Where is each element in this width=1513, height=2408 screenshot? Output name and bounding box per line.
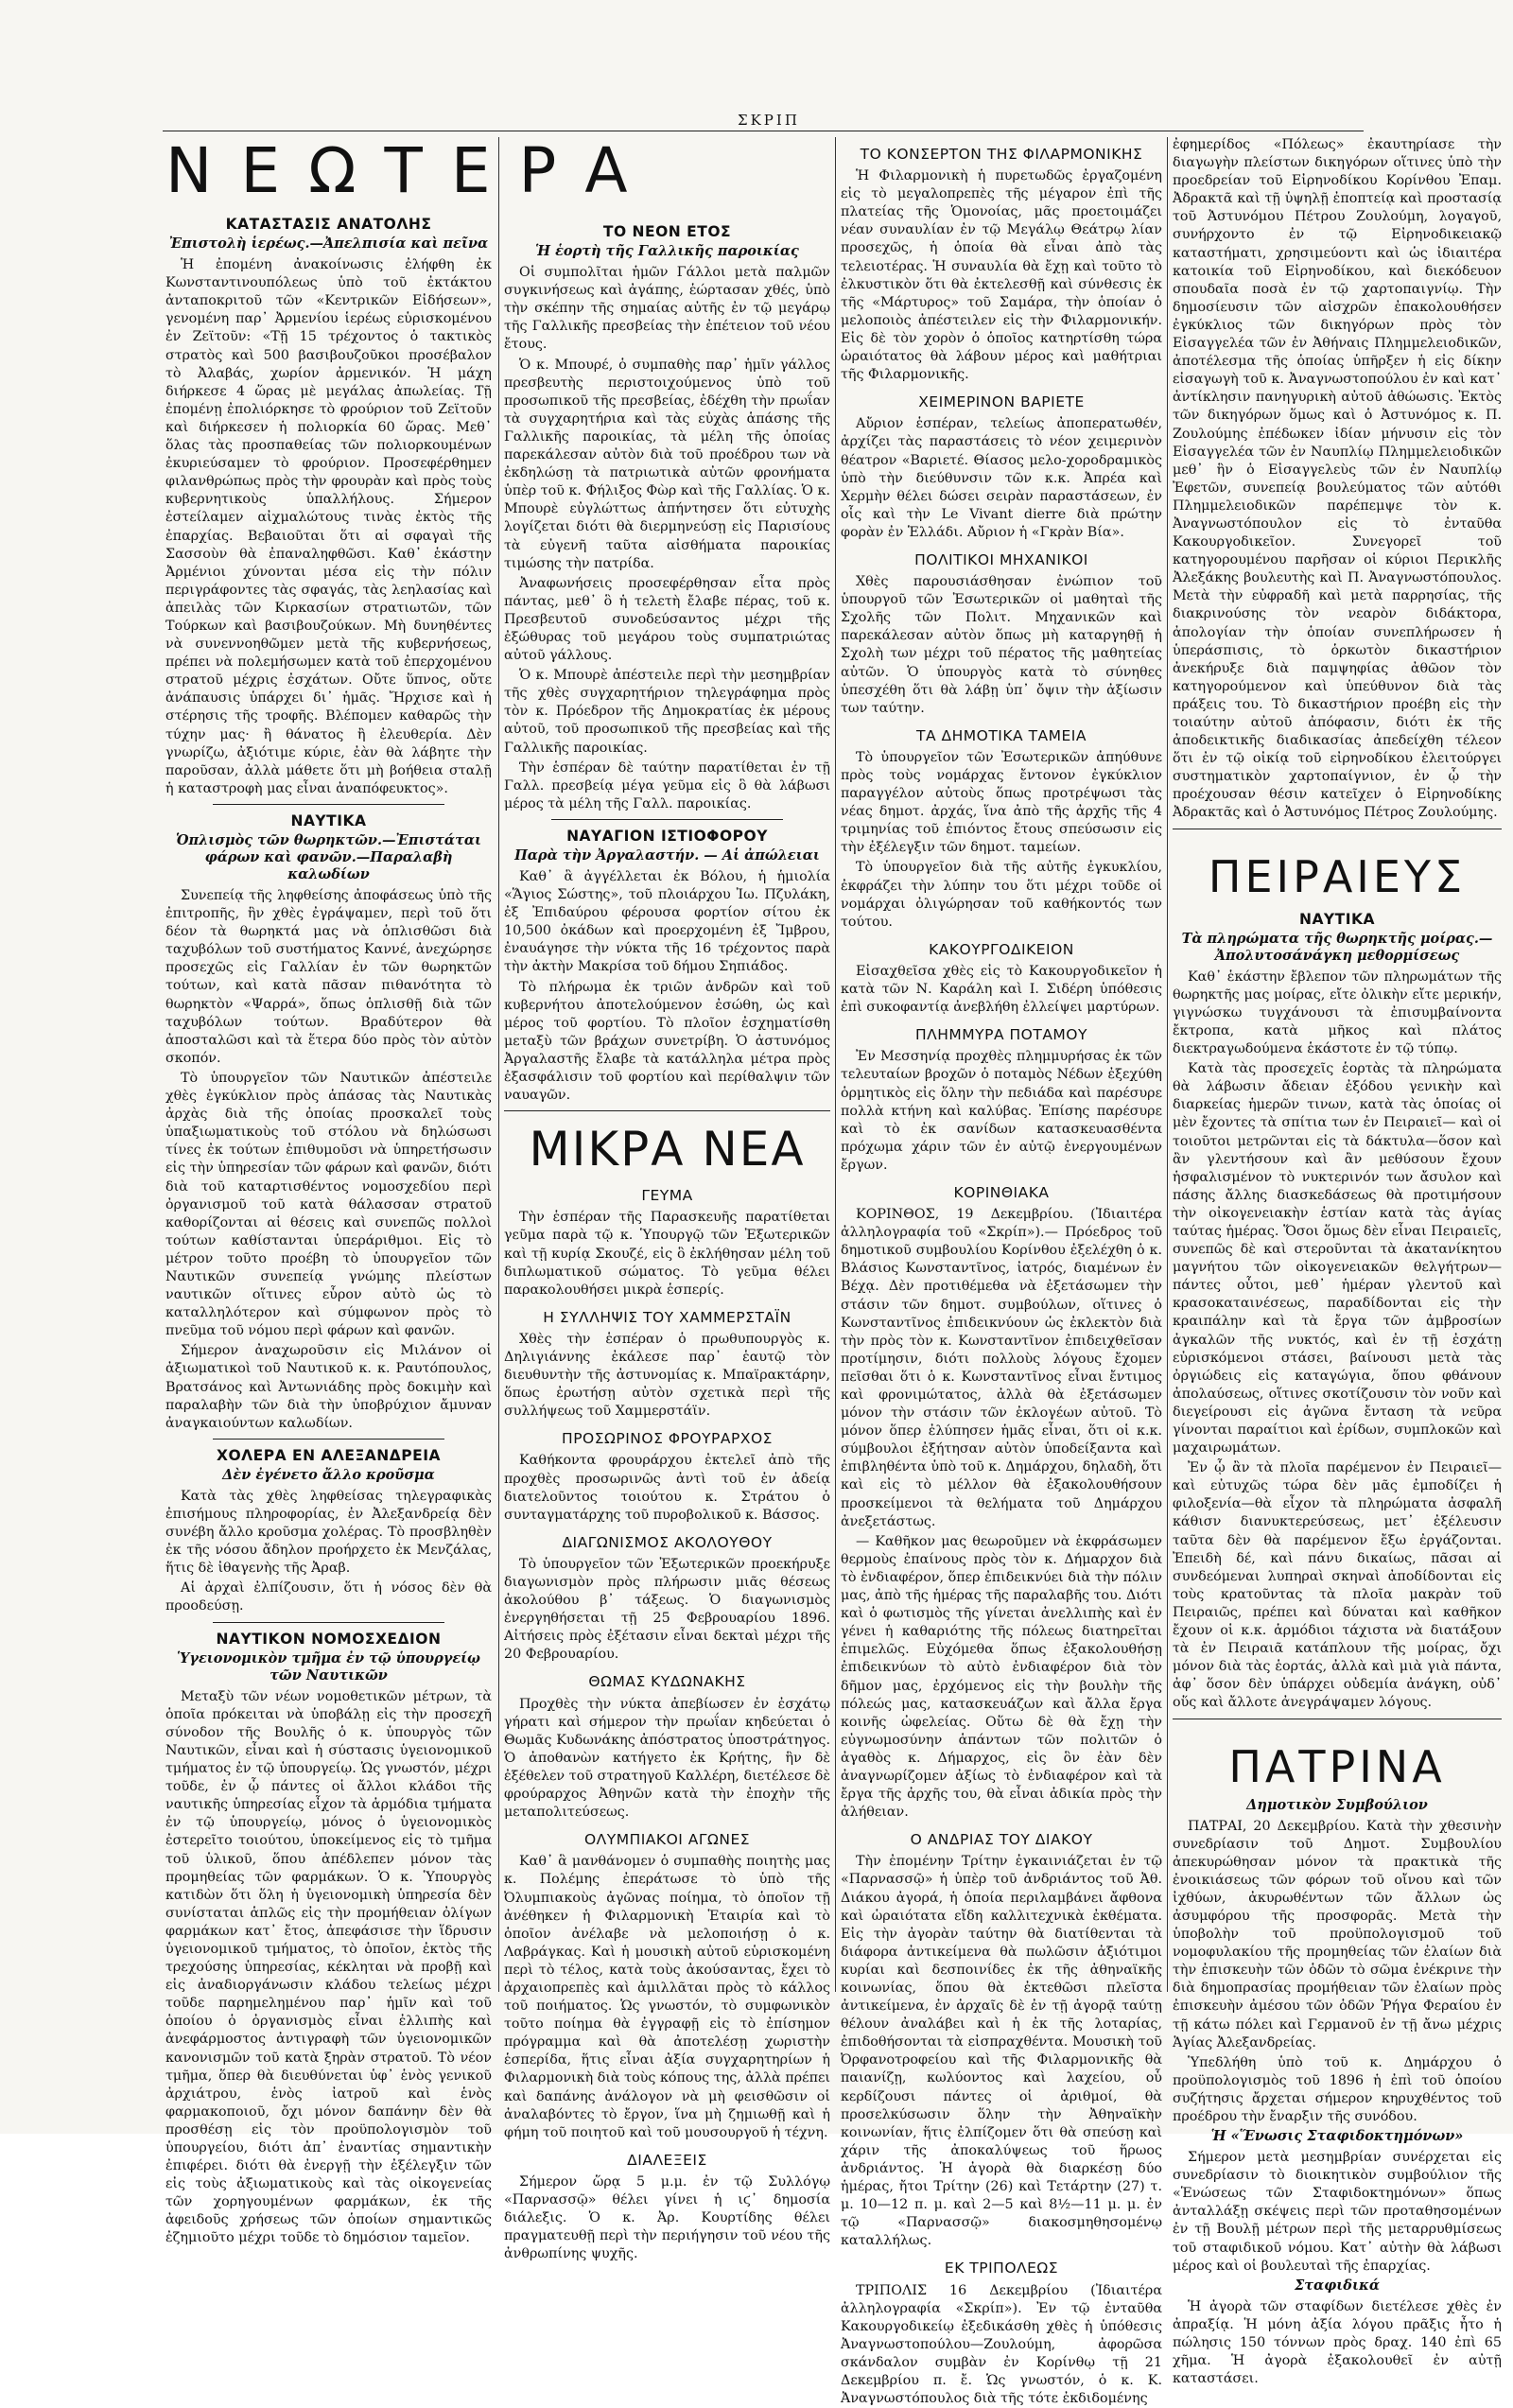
article-text: Σήμερον μετὰ μεσημβρίαν συνέρχεται εἰς συνεδρίασιν τὸ διοικητικὸν συμβούλιον τῆς «Ἑνώσεως τῶν Σταφιδοκτημόνων» ὅπως ἀνταλλάξῃ σκέψεις περὶ τῶν προταθησομένων ἐν τῇ Βουλῇ μέτρων περὶ τῆς μεταρρυθμίσεως τοῦ σταφιδικοῦ νόμου. Κατ᾽ αὐτὴν θὰ λάβωσι μέρος καὶ οἱ βουλευταὶ τῆς ἐπαρχίας.	[1173, 2149, 1502, 2276]
article-title: ΓΕΥΜΑ	[504, 1187, 830, 1205]
divider	[551, 819, 783, 820]
article-text: Τὴν ἑσπέραν δὲ ταύτην παρατίθεται ἐν τῇ Γαλλ. πρεσβείᾳ μέγα γεῦμα εἰς ὃ θὰ λάβωσι μέρος τὰ μέλη τῆς Γαλλ. παροικίας.	[504, 759, 830, 813]
masthead: ΣΚΡΙΠ	[738, 112, 800, 129]
article-title: ΠΡΟΣΩΡΙΝΟΣ ΦΡΟΥΡΑΡΧΟΣ	[504, 1430, 830, 1448]
article-title: ΠΛΗΜΜΥΡΑ ΠΟΤΑΜΟΥ	[841, 1026, 1162, 1044]
article-subtitle: Ἡ «Ἕνωσις Σταφιδοκτημόνων»	[1173, 2128, 1502, 2145]
article-title: ΚΑΤΑΣΤΑΣΙΣ ΑΝΑΤΟΛΗΣ	[165, 216, 492, 234]
article-title: ΟΛΥΜΠΙΑΚΟΙ ΑΓΩΝΕΣ	[504, 1831, 830, 1849]
article-title: ΤΑ ΔΗΜΟΤΙΚΑ ΤΑΜΕΙΑ	[841, 727, 1162, 745]
article-text: Ἐν ᾧ ἂν τὰ πλοῖα παρέμενον ἐν Πειραιεῖ—καὶ εὐτυχῶς τώρα δὲν μᾶς ἐμποδίζει ἡ φιλοξενία—θὰ εἶχον τὰ πληρώματα ἀσφαλῆ κάθισν διανυκτερεύσεως, μετ᾽ ἐξέλευσιν ταῦτα δὲν θὰ παρέμενον ἔξω ἐργάζονται. Ἐπειδὴ δέ, καὶ πάνυ δικαίως, πᾶσαι αἱ συνδεόμεναι λυπηραὶ σκηναὶ ἀποδίδονται εἰς τοὺς κρατοῦντας τὰ πλοῖα μακρὰν τοῦ Πειραιῶς, πρέπει καὶ δύναται καὶ καθῆκον ἔχουν οἱ κ.κ. ἁρμόδιοι τάχιστα νὰ διατάξουν τὰ ἐν Πειραιᾶ κατάπλουν τῆς μοίρας, ὄχι μόνον διὰ τὰς ἑορτάς, ἀλλὰ καὶ μιὰ γιὰ πάντα, ἀφ᾽ ὅσον δὲν ὑπάρχει οὐδεμία ἀνάγκη, οὐδ᾽ οὕς καὶ ἄλλοτε ἀνεγράψαμεν λόγους.	[1173, 1459, 1502, 1712]
column-3	[841, 136, 1162, 2011]
article-text: Καθ᾽ ἑκάστην ἔβλεπον τῶν πληρωμάτων τῆς θωρηκτῆς μας μοίρας, εἴτε ὀλικὴν εἴτε μερικήν, γιγνώσκω τυγχάνουσι τὰ ἐπισυμβαίνοντα ἔκτροπα, κατὰ μῆκος καὶ πλάτος διεκτραγωδούμενα ἑκάστοτε ἐν τῷ τύπῳ.	[1173, 968, 1502, 1058]
article-text: ΚΟΡΙΝΘΟΣ, 19 Δεκεμβρίου. (Ἰδιαιτέρα ἀλληλογραφία τοῦ «Σκρίπ»).— Πρόεδρος τοῦ δημοτικοῦ συμβουλίου Κορίνθου ἐξελέχθη ὁ κ. Βλάσιος Κωνσταντῖνος, ἰατρός, διαμένων ἐν Βέχᾳ. Δὲν προτιθέμεθα νὰ ἐξετάσωμεν τὴν στάσιν τῶν δημοτ. συμβούλων, οἵτινες ὁ Κωνσταντῖνος ἐπιδεικνύουν ὡς ἐκλεκτὸν διὰ τὴν πρὸς τὸν κ. Κωνσταντῖνον ἐπιδειχθεῖσαν προτίμησιν, διότι πολλοὺς λόγους ἔχομεν πεῖσθαι ὅτι ὁ κ. Κωνσταντῖνος εἶναι ἔντιμος καὶ φρονιμώτατος, ἀλλὰ θὰ ἐξετάσωμεν μόνον τὴν στάσιν τῶν ἐκλογέων αὐτοῦ. Τὸ μόνον ὅπερ ἐλύπησεν ἡμᾶς εἶναι, ὅτι οἱ κ.κ. σύμβουλοι ἐξήτησαν αὐτὸν ὑποδείξαντα καὶ ἐπιβληθέντα ὑπὸ τοῦ κ. Δημάρχου, δηλαδὴ, ὅτι καὶ εἰς τὸ μέλλον θὰ ἐξακολουθήσουν προσκείμενοι τὰ θελήματα τοῦ Δημάρχου ἀνεξετάστως.	[841, 1206, 1162, 1531]
column-2	[504, 216, 830, 2011]
article-title: ΠΟΛΙΤΙΚΟΙ ΜΗΧΑΝΙΚΟΙ	[841, 551, 1162, 569]
article-title: ΤΟ ΚΟΝΣΕΡΤΟΝ ΤΗΣ ΦΙΛΑΡΜΟΝΙΚΗΣ	[841, 146, 1162, 164]
article-title: ΧΕΙΜΕΡΙΝΟΝ ΒΑΡΙΕΤΕ	[841, 393, 1162, 411]
divider	[213, 1439, 444, 1440]
article-text: Ἐν Μεσσηνίᾳ προχθὲς πλημμυρήσας ἐκ τῶν τελευταίων βροχῶν ὁ ποταμὸς Νέδων ἐξεχύθη ὁρμητικὸς εἰς ὅλην τὴν πεδιάδα καὶ παρέσυρε πολλὰ κτήνη καὶ καλύβας. Ἐπίσης παρέσυρε καὶ τὸ ἐκ σανίδων κατασκευασθέντα πρόχωμα χάριν τῶν ἐν αὐτῷ ἐνεργουμένων ἔργων.	[841, 1048, 1162, 1175]
article-title: ΧΟΛΕΡΑ ΕΝ ΑΛΕΞΑΝΔΡΕΙΑ	[165, 1447, 492, 1465]
article-text: Ὁ κ. Μπουρέ, ὁ συμπαθὴς παρ᾽ ἡμῖν γάλλος πρεσβευτὴς περιστοιχούμενος ὑπὸ τοῦ προσωπικοῦ τῆς πρεσβείας, ἐδέχθη τὴν πρωΐαν τὰ συγχαρητήρια καὶ τὰς εὐχὰς ἁπάσης τῆς Γαλλικῆς παροικίας, τὰ μέλη τῆς ὁποίας παρεκάλεσαν αὐτὸν διὰ τοῦ προέδρου των νὰ ἐκδηλώσῃ τὰ πατριωτικὰ αὐτῶν φρονήματα ὑπὲρ τοῦ κ. Φήλιξος Φὼρ καὶ τῆς Γαλλίας. Ὁ κ. Μπουρὲ εὐγλώττως ἀπήντησεν ὅτι εὐτυχὴς λογίζεται διότι θὰ διερμηνεύσῃ εἰς Παρισίους τὰ εὐγενῆ ταῦτα αἰσθήματα παροικίας τιμώσης τὴν πατρίδα.	[504, 357, 830, 573]
section-banner-peiraieus: ΠΕΙΡΑΙΕΥΣ	[1173, 850, 1502, 903]
article-subtitle: Ὁπλισμὸς τῶν θωρηκτῶν.—Ἐπιστάται φάρων καὶ φανῶν.—Παραλαβὴ καλωδίων	[165, 832, 492, 883]
article-text: Προχθὲς τὴν νύκτα ἀπεβίωσεν ἐν ἐσχάτῳ γήρατι καὶ σήμερον τὴν πρωΐαν κηδεύεται ὁ Θωμᾶς Κυδωνάκης ἀπόστρατος ὑποστράτηγος. Ὁ ἀποθανὼν κατήγετο ἐκ Κρήτης, ἣν δὲ ἐξέθελεν τοῦ στρατηγοῦ Καλλέρη, διετέλεσε δὲ φρούραρχος Ἀθηνῶν κατὰ τὴν ἐποχὴν τῆς μεταπολιτεύσεως.	[504, 1696, 830, 1823]
article-subtitle: Δὲν ἐγένετο ἄλλο κροῦσμα	[165, 1467, 492, 1484]
article-text: Τὸ ὑπουργεῖον τῶν Ναυτικῶν ἀπέστειλε χθὲς ἐγκύκλιον πρὸς ἁπάσας τὰς Ναυτικὰς ἀρχὰς διὰ τῆς ὁποίας προσκαλεῖ τοὺς ὑπαξιωματικοὺς τοῦ στόλου νὰ δηλώσωσι τίνες ἐκ τούτων ἐπιθυμοῦσι νὰ ὑπηρετήσωσιν εἰς τὴν ὑπηρεσίαν τῶν φάρων καὶ φανῶν, διότι διὰ τοῦ καταρτισθέντος νομοσχεδίου περὶ ὀργανισμοῦ τοῦ κατὰ θάλασσαν στρατοῦ καθορίζονται αἱ θέσεις καὶ συνεπῶς πολλοὶ τούτων καθίστανται ὑπεράριθμοι. Εἰς τὸ μέτρον τοῦτο προέβη τὸ ὑπουργεῖον τῶν Ναυτικῶν συνεπείᾳ γνώμης πλείστων ναυτικῶν οἵτινες εὗρον αὐτὸ ὡς τὸ καταλληλότερον καὶ σύμφωνον πρὸς τὸ πνεῦμα τοῦ νόμου περὶ φάρων καὶ φανῶν.	[165, 1070, 492, 1340]
article-text: Οἱ συμπολῖται ἡμῶν Γάλλοι μετὰ παλμῶν συγκινήσεως καὶ ἀγάπης, ἑώρτασαν χθές, ὑπὸ τὴν σκέπην τῆς σημαίας αὐτῆς ἐν τῷ μεγάρῳ τῆς Γαλλικῆς πρεσβείας τὴν ἐπέτειον τοῦ νέου ἔτους.	[504, 264, 830, 354]
article-subtitle: Ἐπιστολὴ ἱερέως.—Ἀπελπισία καὶ πεῖνα	[165, 236, 492, 253]
column-4	[1173, 136, 1502, 2011]
section-banner-neotera: ΝΕΩΤΕΡΑ	[165, 136, 492, 206]
article-title: ΝΑΥΤΙΚΑ	[1173, 911, 1502, 929]
article-text: ΠΑΤΡΑΙ, 20 Δεκεμβρίου. Κατὰ τὴν χθεσινὴν συνεδρίασιν τοῦ Δημοτ. Συμβουλίου ἀπεκυρώθησαν μόνον τὰ πρακτικὰ τῆς ἐνοικιάσεως τῶν φόρων τοῦ οἴνου καὶ τῶν ἰχθύων, ἀκυρωθέντων τῶν ἄλλων ὡς ἀσυμφόρου τῆς προσφορᾶς. Μετὰ τὴν ὑποβολὴν τοῦ προϋπολογισμοῦ τοῦ νομοφυλακίου τῆς προμηθείας τῶν ἐλαίων διὰ τὴν ἐπισκευὴν τῶν ὁδῶν τὸ σῶμα ἐνέκρινε τὴν διὰ δημοπρασίας προμήθειαν τῶν ἐλαίων πρὸς ἐπισκευὴν ἀμέσου τῶν ὁδῶν Ῥήγα Φεραίου ἐν τῇ κάτω πόλει καὶ Γερμανοῦ ἐν τῇ ἄνω μέχρις Ἁγίας Ἀλεξανδρείας.	[1173, 1818, 1502, 2052]
article-text: Ὁ κ. Μπουρὲ ἀπέστειλε περὶ τὴν μεσημβρίαν τῆς χθὲς συγχαρητήριον τηλεγράφημα πρὸς τὸν κ. Πρόεδρον τῆς Δημοκρατίας ἐκ μέρους αὐτοῦ, τοῦ προσωπικοῦ τῆς πρεσβείας καὶ τῆς Γαλλικῆς παροικίας.	[504, 667, 830, 757]
article-title: ΤΟ ΝΕΟΝ ΕΤΟΣ	[504, 223, 830, 241]
article-text: Τὸ πλήρωμα ἐκ τριῶν ἀνδρῶν καὶ τοῦ κυβερνήτου ἀποτελούμενον ἐσώθη, ὡς καὶ μέρος τοῦ φορτίου. Τὸ πλοῖον ἐσχηματίσθη μεταξὺ τῶν βράχων συνετρίβη. Ὁ ἀστυνόμος Ἀργαλαστῆς ἔλαβε τὰ κατάλληλα μέτρα πρὸς ἐξασφάλισιν τοῦ φορτίου καὶ περίθαλψιν τῶν ναυαγῶν.	[504, 979, 830, 1106]
article-text: Τὸ ὑπουργεῖον διὰ τῆς αὐτῆς ἐγκυκλίου, ἐκφράζει τὴν λύπην του ὅτι μέχρι τοῦδε οἱ νομάρχαι ὀλιγώρησαν τοῦ καθήκοντός των τούτου.	[841, 859, 1162, 931]
article-text: Χθὲς παρουσιάσθησαν ἐνώπιον τοῦ ὑπουργοῦ τῶν Ἐσωτερικῶν οἱ μαθηταὶ τῆς Σχολῆς τῶν Πολιτ. Μηχανικῶν καὶ παρεκάλεσαν αὐτὸν ὅπως μὴ καταργηθῇ ἡ Σχολὴ των μέχρι τοῦ πέρατος τῆς μαθητείας αὐτῶν. Ὁ ὑπουργὸς κατὰ τὸ σύνηθες ὑπεσχέθη ὅτι θὰ λάβῃ ὑπ᾽ ὄψιν τὴν ἀξίωσιν των ταύτην.	[841, 573, 1162, 718]
article-title: ΘΩΜΑΣ ΚΥΔΩΝΑΚΗΣ	[504, 1673, 830, 1691]
column-1	[165, 136, 492, 2011]
article-text: Κατὰ τὰς προσεχεῖς ἑορτὰς τὰ πληρώματα θὰ λάβωσιν ἄδειαν ἐξόδου γενικὴν καὶ διαρκείας ἡμερῶν τινων, κατὰ τὰς ὁποίας οἱ μὲν ἔχοντες τὰ σπίτια των ἐν Πειραιεῖ— καὶ οἱ τοιοῦτοι μετρῶνται εἰς τὰ δάκτυλα—ὅσον καὶ ἂν γλεντήσουν καὶ ἂν μεθύσουν ἔχουν ἡσφαλισμένον τὸ νυκτερινόν των ἄσυλον καὶ πάσης ἄλλης διασκεδάσεως θὰ προτιμήσουν τὴν οἰκογενειακὴν ἑστίαν κατὰ τὰς ἁγίας ταύτας ἡμέρας. Ὅσοι ὅμως δὲν εἶναι Πειραιεῖς, συνεπῶς δὲ καὶ στεροῦνται τὰ ἀκατανίκητου μαγνήτου τῶν οἰκογενειακῶν θελγήτρων—πάντες οὗτοι, μεθ᾽ ἡμέραν γλεντοῦ καὶ κρασοκαταινέσεως, παραδίδονται εἰς τὴν κραιπάλην καὶ τὰ ἔργα τῶν ἀμβροσίων ἀγκαλῶν τῆς νυκτός, καὶ ἐν τῇ ἐσχάτῃ εὐρισκόμενοι στάσει, βαίνουσι μετὰ τὰς ὀργιώδεις εἰς καταγώγια, ὅπου φθάνουν ἀπολαύσεως, οἵτινες σκοτίζουσιν τὸν νοῦν καὶ διεγείρουσι εἰς ἀγῶνα ἔνταση τὰ νεῦρα γίνονται παραίτιοι καὶ ἐρίδων, συμπλοκῶν καὶ μαχαιρωμάτων.	[1173, 1060, 1502, 1457]
article-title: ΝΑΥΑΓΙΟΝ ΙΣΤΙΟΦΟΡΟΥ	[504, 828, 830, 846]
article-subtitle: Παρὰ τὴν Ἀργαλαστήν. — Αἱ ἀπώλειαι	[504, 847, 830, 864]
article-text: Σήμερον ἀναχωροῦσιν εἰς Μιλάνον οἱ ἀξιωματικοὶ τοῦ Ναυτικοῦ κ. κ. Ραυτόπουλος, Βρατσάνος καὶ Ἀντωνιάδης πρὸς δοκιμὴν καὶ παραλαβὴν τῶν διὰ τὴν ὑποβρύχιον ἄμυναν ἀναγκαιούντων καλωδίων.	[165, 1342, 492, 1432]
article-subtitle: Ἡ ἑορτὴ τῆς Γαλλικῆς παροικίας	[504, 243, 830, 260]
article-text: ΤΡΙΠΟΛΙΣ 16 Δεκεμβρίου (Ἰδιαιτέρα ἀλληλογραφία «Σκρίπ»). Ἐν τῷ ἐνταῦθα Κακουργοδικείῳ ἐξεδικάσθη χθὲς ἡ ὑπόθεσις Ἀναγνωστοπούλου—Ζουλούμη, ἀφορῶσα σκάνδαλον συμβὰν ἐν Κορίνθῳ τῇ 21 Δεκεμβρίου π. ἔ. Ὡς γνωστόν, ὁ κ. Κ. Ἀναγνωστόπουλος διὰ τῆς τότε ἐκδιδομένης	[841, 2282, 1162, 2408]
article-text: Συνεπείᾳ τῆς ληφθείσης ἀποφάσεως ὑπὸ τῆς ἐπιτροπῆς, ἣν χθὲς ἐγράψαμεν, περὶ τοῦ ὅτι δέον τὰ θωρηκτά μας νὰ ὁπλισθῶσι διὰ ταχυβόλων τοῦ συστήματος Καννέ, ἀνεχώρησε προσεχῶς εἰς Γαλλίαν ἐν τῶν θωρηκτῶν τούτων, καὶ κατὰ πᾶσαν πιθανότητα τὸ θωρηκτὸν «Ψαρρά», ὅπως ὁπλισθῇ διὰ τῶν ταχυβόλων τούτων. Βραδύτερον θὰ ἀποσταλῶσι καὶ τὰ ἕτερα δύο πρὸς τὸν αὐτὸν σκοπόν.	[165, 887, 492, 1068]
article-title: ΔΙΑΓΩΝΙΣΜΟΣ ΑΚΟΛΟΥΘΟΥ	[504, 1534, 830, 1552]
article-subtitle: Δημοτικὸν Συμβούλιον	[1173, 1797, 1502, 1814]
article-text: Χθὲς τὴν ἑσπέραν ὁ πρωθυπουργὸς κ. Δηλιγιάννης ἐκάλεσε παρ᾽ ἑαυτῷ τὸν διευθυντὴν τῆς ἀστυνομίας κ. Μπαϊρακτάρην, ὅπως ἐρωτήσῃ αὐτὸν σχετικὰ περὶ τῆς συλλήψεως τοῦ Χαμμερστάϊν.	[504, 1331, 830, 1421]
article-title: Η ΣΥΛΛΗΨΙΣ ΤΟΥ ΧΑΜΜΕΡΣΤΑΪΝ	[504, 1309, 830, 1327]
article-title: ΝΑΥΤΙΚΟΝ ΝΟΜΟΣΧΕΔΙΟΝ	[165, 1631, 492, 1649]
article-text: Ἀναφωνήσεις προσεφέρθησαν εἶτα πρὸς πάντας, μεθ᾽ ὃ ἡ τελετὴ ἔλαβε πέρας, τοῦ κ. Πρεσβευτοῦ συνοδεύσαντος μέχρι τῆς ἐξώθυρας τοῦ μεγάρου τοὺς συμπατριώτας αὐτοῦ γάλλους.	[504, 575, 830, 665]
article-text: Εἰσαχθεῖσα χθὲς εἰς τὸ Κακουργοδικεῖον ἡ κατὰ τῶν Ν. Καράλη καὶ Ι. Σιδέρη ὑπόθεσις ἐπὶ συκοφαντίᾳ ἀνεβλήθη ἐλλείψει μαρτύρων.	[841, 963, 1162, 1017]
article-text: Ἡ Φιλαρμονικὴ ἡ πυρετωδῶς ἐργαζομένη εἰς τὸ μεγαλοπρεπὲς τῆς μέγαρον ἐπὶ τῆς πλατείας τῆς Ὁμονοίας, μᾶς προετοιμάζει νέαν συναυλίαν ἐν τῷ Μεγάλῳ Θεάτρῳ λίαν προσεχῶς, ἡ ὁποία θὰ εἶναι ἀπὸ τὰς τελειοτέρας. Ἡ συναυλία θὰ ἔχῃ καὶ τοῦτο τὸ ἐλκυστικὸν ὅτι θὰ ἐκτελεσθῇ καὶ σύνθεσις ἐκ τῆς «Μάρτυρος» τοῦ Σαμάρα, τὴν ὁποίαν ὁ μελοποιὸς ἀπέστειλεν εἰς τὴν Φιλαρμονικήν. Εἰς δὲ τὸν χορὸν ὁ ὁποῖος κατηρτίσθη τώρα ὡραιότατος θὰ λάβουν μέρος καὶ μαθήτριαι τῆς Φιλαρμονικῆς.	[841, 167, 1162, 384]
article-text: — Καθῆκον μας θεωροῦμεν νὰ ἐκφράσωμεν θερμοὺς ἐπαίνους πρὸς τὸν κ. Δήμαρχον διὰ τὸ ἐνδιαφέρον, ὅπερ ἐπιδεικνύει διὰ τὴν πόλιν μας, ἀπὸ τῆς ἡμέρας τῆς παραλαβῆς του. Διότι καὶ ὁ φωτισμὸς τῆς γίνεται ἀνελλιπὴς καὶ ἐν γένει ἡ καθαριότης τῆς πόλεως διατηρεῖται ἐπιμελῶς. Εὐχόμεθα ὅπως ἐξακολουθήσῃ ἐπιδεικνύων τὸ αὐτὸ ἐνδιαφέρον διὰ τὸν δῆμον μας, ἐρχόμενος εἰς τὴν βουλὴν τῆς πόλεώς μας, κατασκευάζων καὶ ἄλλα ἔργα κοινῆς ὠφελείας. Οὕτω δὲ θὰ ἔχῃ τὴν εὐγνωμοσύνην ἁπάντων τῶν πολιτῶν ὁ ἀγαθὸς κ. Δήμαρχος, εἰς ὃν ἐὰν δὲν ἀναγνωρίζομεν ἀξίως τὸ ἐνδιαφέρον καὶ τὰ ἔργα τῆς ἀρχῆς του, θὰ εἶναι ἀδικία πρὸς τὴν ἀλήθειαν.	[841, 1533, 1162, 1823]
section-banner-mikra-nea: ΜΙΚΡΑ ΝΕΑ	[504, 1121, 830, 1178]
article-text: Σήμερον ὥρᾳ 5 μ.μ. ἐν τῷ Συλλόγῳ «Παρνασσῷ» θέλει γίνει ἡ ιϛ᾽ δημοσία διάλεξις. Ὁ κ. Ἀρ. Κουρτίδης θέλει πραγματευθῇ περὶ τὴν περιήγησιν τοῦ νέου τῆς ἀνθρωπίνης ψυχῆς.	[504, 2173, 830, 2263]
article-text: Καθ᾽ ἃ ἀγγέλλεται ἐκ Βόλου, ἡ ἡμιολία «Ἅγιος Σώστης», τοῦ πλοιάρχου Ἰω. Πζυλάκη, ἐξ Ἐπιδαύρου φέρουσα φορτίον σίτου ἐκ 10,500 ὀκάδων καὶ προερχομένη ἐξ Ἴμβρου, ἐναυάγησε τὴν νύκτα τῆς 16 τρέχοντος παρὰ τὴν ἀκτὴν Μακρίσα τοῦ δήμου Σηπιάδος.	[504, 868, 830, 977]
article-text: Καθ᾽ ἃ μανθάνομεν ὁ συμπαθὴς ποιητὴς μας κ. Πολέμης ἐπεράτωσε τὸ ὑπὸ τῆς Ὀλυμπιακοὺς ἀγῶνας ποίημα, τὸ ὁποῖον τῇ ἀνέθηκεν ἡ Φιλαρμονικὴ Ἑταιρία καὶ τὸ ὁποῖον ἀνέλαβε νὰ μελοποιήσῃ ὁ κ. Λαβράγκας. Καὶ ἡ μουσικὴ αὐτοῦ εὑρισκομένη περὶ τὸ τέλος, κατὰ τοὺς ἀκούσαντας, ἔχει τὸ ἀρχαιοπρεπὲς καὶ ἁμιλλᾶται πρὸς τὸ κάλλος τοῦ ποιήματος. Ὡς γνωστόν, τὸ συμφωνικὸν τοῦτο ποίημα θὰ ἐγγραφῇ εἰς τὸ ἐπίσημον πρόγραμμα καὶ θὰ ἀποτελέσῃ χωριστὴν ἑσπερίδα, ἥτις εἶναι ἀξία συγχαρητηρίων ἡ Φιλαρμονικὴ διὰ τοὺς κόπους της, ἀλλὰ πρέπει καὶ δαπάνης ἀνάλογον νὰ μὴ φεισθῶσιν οἱ ἀναλαβόντες τὸ ἔργον, ἵνα μὴ ζημιωθῇ καὶ ἡ φήμη τοῦ ποιητοῦ καὶ τοῦ μουσουργοῦ ἡ τέχνη.	[504, 1853, 830, 2142]
divider	[504, 1110, 830, 1111]
article-text: Αὔριον ἑσπέραν, τελείως ἀποπερατωθέν, ἀρχίζει τὰς παραστάσεις τὸ νέον χειμερινὸν θέατρον «Βαριετέ. Θίασος μελο-χοροδραμικὸς ὑπὸ τὴν διεύθυνσιν τῶν κ.κ. Ἀπρέα καὶ Χερμὴν θέλει δώσει σειρὰν παραστάσεων, ἐν οἷς καὶ τὴν Le Vivant dierre διὰ πρώτην φορὰν ἐν Ἑλλάδι. Αὔριον ἡ «Γκρὰν Βία».	[841, 415, 1162, 542]
divider	[213, 804, 444, 805]
article-text: Ὑπεδλήθη ὑπὸ τοῦ κ. Δημάρχου ὁ προϋπολογισμὸς τοῦ 1896 ἡ ἐπὶ τοῦ ὁποίου συζήτησις ἄρχεται σήμερον κηρυχθέντος τοῦ προέδρου τὴν ἔναρξιν τῆς συνόδου.	[1173, 2054, 1502, 2126]
article-title: ΚΑΚΟΥΡΓΟΔΙΚΕΙΟΝ	[841, 941, 1162, 959]
article-title: Ο ΑΝΔΡΙΑΣ ΤΟΥ ΔΙΑΚΟΥ	[841, 1831, 1162, 1849]
article-title: ΕΚ ΤΡΙΠΟΛΕΩΣ	[841, 2260, 1162, 2277]
article-title: ΔΙΑΛΕΞΕΙΣ	[504, 2152, 830, 2170]
article-text: ἐφημερίδος «Πόλεως» ἐκαυτηρίασε τὴν διαγωγὴν πλείστων δικηγόρων οἵτινες ὑπὸ τὴν προεδρείαν τοῦ Εἰρηνοδίκου Κορίνθου Ἐπαμ. Ἀδρακτᾶ καὶ τῇ ὑψηλῇ ἐποπτείᾳ καὶ προστασίᾳ τοῦ Ἀστυνόμου Πέτρου Ζουλούμη, λογαγοῦ, συνήρχοντο ἐν τῷ Εἰρηνοδικειακῷ καταστήματι, χρησιμεύοντι καὶ ὡς ἰδιαιτέρα κατοικία τοῦ Εἰρηνοδίκου, καὶ διεκόδευον σπουδαῖα ποσὰ ἐν τῷ χαρτοπαιγνίῳ. Τὴν δημοσίευσιν τῶν αἰσχρῶν ἐπακολουθήσεν ἐγκύκλιος τῶν δικηγόρων πρὸς τὸν Εἰσαγγελέα τῶν ἐν Ἀθήναις Πλημμελειοδικῶν, ἀποτέλεσμα τῆς ὁποίας ὑπῆρξεν ἡ εἰς δίκην εἰσαγωγὴ τοῦ κ. Ἀναγνωστοπούλου ἐν καὶ κατ᾽ ἀντίκλησιν πανηγυρικὴ αὐτοῦ ἀθώωσις. Ἐκτὸς τῶν δικηγόρων ὅμως καὶ ὁ Ἀστυνόμος κ. Π. Ζουλούμης ἐπέδωκεν ἰδίαν μήνυσιν εἰς τὸν Εἰσαγγελέα τῶν ἐν Ναυπλίῳ Πλημμελειοδικῶν μεθ᾽ ἣν ὁ Εἰσαγγελεὺς τῶν ἐν Ναυπλίῳ Ἐφετῶν, συνεπείᾳ βουλεύματος τῶν αὐτόθι Πλημμελειοδικῶν παρέπεμψε τὸν κ. Ἀναγνωστόπουλον εἰς τὸ ἐνταῦθα Κακουργοδικεῖον. Συνεγορεῖ τοῦ κατηγορουμένου παρῆσαν οἱ κύριοι Περικλῆς Ἀλεξάκης βουλευτὴς καὶ Π. Ἀναγνωστόπουλος. Μετὰ τὴν εὐφραδῆ καὶ μετὰ παρρησίας, τῆς διακρινούσης τὸν νεαρὸν διδάκτορα, ἀπολογίαν τὴν ὁποίαν συνεπλήρωσεν ἡ ὑπεράσπισις, τὸ ὁρκωτὸν δικαστήριον ἀνεκήρυξε διὰ παμψηφίας ἀθῶον τὸν κατηγορούμενον καὶ ὑπεύθυνον διὰ τὰς πράξεις του. Τὸ δικαστήριον προέβη εἰς τὴν τοιαύτην αὐτοῦ ἀπόφασιν, διότι ἐκ τῆς ἀποδεικτικῆς διαδικασίας ἀπεδείχθη τέλεον ὅτι ἐν τῷ οἰκίᾳ τοῦ εἰρηνοδίκου ἐλειτούργει συστηματικὸν χαρτοπαίγνιον, ἐν ᾧ τὴν προέχουσαν θέσιν κατεῖχεν ὁ Εἰρηνοδίκης Ἀδρακτᾶς καὶ ὁ Ἀστυνόμος Πέτρος Ζουλούμης.	[1173, 136, 1502, 823]
article-title: ΚΟΡΙΝΘΙΑΚΑ	[841, 1184, 1162, 1202]
column-divider	[1167, 137, 1168, 1992]
article-subtitle: Σταφιδικά	[1173, 2277, 1502, 2295]
article-text: Ἡ ἀγορὰ τῶν σταφίδων διετέλεσε χθὲς ἐν ἀπραξίᾳ. Ἡ μόνη ἀξία λόγου πρᾶξις ἦτο ἡ πώλησις 150 τόννων πρὸς δραχ. 140 ἐπὶ 65 χῆμα. Ἡ ἀγορὰ ἐξακολουθεῖ ἐν αὐτῇ καταστάσει.	[1173, 2298, 1502, 2388]
article-subtitle: Τὰ πληρώματα τῆς θωρηκτῆς μοίρας.—Ἀπολυτοσάνάγκη μεθορμίσεως	[1173, 931, 1502, 965]
article-text: Τὸ ὑπουργεῖον τῶν Ἐξωτερικῶν προεκήρυξε διαγωνισμὸν πρὸς πλήρωσιν μιᾶς θέσεως ἀκολούθου β᾽ τάξεως. Ὁ διαγωνισμὸς ἐνεργηθήσεται τῇ 25 Φεβρουαρίου 1896. Αἰτήσεις πρὸς ἐξέτασιν εἶναι δεκταὶ μέχρι τῆς 20 Φεβρουαρίου.	[504, 1556, 830, 1665]
article-text: Μεταξὺ τῶν νέων νομοθετικῶν μέτρων, τὰ ὁποῖα πρόκειται νὰ ὑποβάλῃ εἰς τὴν προσεχῆ σύνοδον τῆς Βουλῆς ὁ κ. ὑπουργὸς τῶν Ναυτικῶν, εἶναι καὶ ἡ σύστασις ὑγειονομικοῦ τμήματος ἐν τῷ ὑπουργείῳ. Ὡς γνωστόν, μέχρι τοῦδε, ἐν ᾧ πάντες οἱ ἄλλοι κλάδοι τῆς ναυτικῆς ὑπηρεσίας εἶχον τὰ ἁρμόδια τμήματα ἐν τῷ ὑπουργείῳ, μόνος ὁ ὑγειονομικὸς ἐστερεῖτο τοιούτου, ὑποκείμενος εἰς τὸ τμῆμα τοῦ ὑλικοῦ, ὅπου ἀπέδλεπεν μόνον τὰς προμηθείας τῶν φαρμάκων. Ὁ κ. Ὑπουργὸς κατιδὼν ὅτι ὅλη ἡ ὑγειονομικὴ ὑπηρεσία δὲν συνίσταται ἁπλῶς εἰς τὴν προμήθειαν ὀλίγων φαρμάκων κατ᾽ ἔτος, ἀπεφάσισε τὴν ἵδρυσιν ὑγειονομικοῦ τμήματος, τὸ ὁποῖον, ἐκτὸς τῆς τρεχούσης ὑπηρεσίας, κέκληται νὰ προβῇ καὶ εἰς ἀναδιοργάνωσιν κλάδου τελείως μέχρι τοῦδε παρημελημένου παρ᾽ ἡμῖν καὶ τοῦ ὁποίου ὁ ὀργανισμὸς εἶναι ἐλλιπὴς καὶ ἀνεφάρμοστος ἀντιγραφὴ τῶν ὑγειονομικῶν κανονισμῶν τοῦ κατὰ ξηρὰν στρατοῦ. Τὸ νέον τμῆμα, ὅπερ θὰ διευθύνεται ὑφ᾽ ἑνὸς γενικοῦ ἀρχιάτρου, ἑνὸς ἰατροῦ καὶ ἑνὸς φαρμακοποιοῦ, ὄχι μόνον δαπάνην δὲν θὰ προσθέσῃ εἰς τὸν προϋπολογισμὸν τοῦ ὑπουργείου, διότι ἀπ᾽ ἐναντίας σημαντικὴν ἐπιφέρει. διότι θὰ ἐνεργῇ τὴν ἐξέλεγξιν τῶν εἰς τοὺς ἀξιωματικοὺς καὶ τὰς οἰκογενείας τῶν χορηγουμένων φαρμάκων, ἐκ τῆς ἀφειδοῦς χρήσεως τῶν ὁποίων σημαντικῶς ἐζημιοῦτο μέχρι τοῦδε τὸ δημόσιον ταμεῖον.	[165, 1688, 492, 2248]
article-text: Τὴν ἐπομένην Τρίτην ἐγκαινιάζεται ἐν τῷ «Παρνασσῷ» ἡ ὑπὲρ τοῦ ἀνδριάντος τοῦ Ἀθ. Διάκου ἀγορά, ἡ ὁποία περιλαμβάνει ἄφθονα καὶ ὡραιότατα εἴδη καλλιτεχνικὰ ἐκθέματα. Εἰς τὴν ἀγορὰν ταύτην θὰ διατίθενται τὰ διάφορα ἀντικείμενα θὰ πωλῶσιν ἀξιότιμοι κυρίαι καὶ δεσποινίδες ἐκ τῆς ἀθηναϊκῆς κοινωνίας, ὅπου θὰ ἐκτεθῶσι πλεῖστα ἀντικείμενα, ἐν ἀρχαῖς δὲ ἐν τῇ ἀγορᾷ ταύτῃ θέλουν ἀναλάβει καὶ ἡ ἐκ τῆς λοταρίας, ἐπιδοθήσονται τὰ εἰσπραχθέντα. Μουσικὴ τοῦ Ὀρφανοτροφείου καὶ τῆς Φιλαρμονικῆς θὰ παιανίζῃ, κωλύοντος καὶ λαχείου, οὗ κερδίζουσι πάντες οἱ ἀριθμοί, θὰ προσελκύσωσιν ὅλην τὴν Ἀθηναϊκὴν κοινωνίαν, ἥτις ἐλπίζομεν ὅτι θὰ σπεύσῃ καὶ χάριν τῆς ἀποκαλύψεως τοῦ ἥρωος ἀνδριάντος. Ἡ ἀγορὰ θὰ διαρκέσῃ δύο ἡμέρας, ἤτοι Τρίτην (26) καὶ Τετάρτην (27) τ. μ. 10—12 π. μ. καὶ 2—5 καὶ 8½—11 μ. μ. ἐν τῷ «Παρνασσῷ» διακοσμηθησομένῳ καταλλήλως.	[841, 1853, 1162, 2250]
article-title: ΝΑΥΤΙΚΑ	[165, 812, 492, 830]
divider	[213, 1622, 444, 1623]
column-divider	[835, 137, 836, 1992]
article-text: Καθήκοντα φρουράρχου ἐκτελεῖ ἀπὸ τῆς προχθὲς προσωρινῶς ἀντὶ τοῦ ἐν ἀδείᾳ διατελοῦντος τοιούτου κ. Στράτου ὁ συνταγματάρχης τοῦ πυροβολικοῦ κ. Βάσσος.	[504, 1452, 830, 1524]
article-text: Ἡ ἐπομένη ἀνακοίνωσις ἐλήφθη ἐκ Κωνσταντινουπόλεως ὑπὸ τοῦ ἐκτάκτου ἀνταποκριτοῦ τῶν «Κεντρικῶν Εἰδήσεων», γενομένη παρ᾽ Ἀρμενίου ἱερέως εὑρισκομένου ἐν Ζεϊτοῦν: «Τῇ 15 τρέχοντος ὁ τακτικὸς στρατὸς καὶ 500 βασιβουζοῦκοι προσέβαλον τὸ Ἀλαβάς, χωρίον ἀρμενικόν. Ἡ μάχη διήρκεσε 4 ὥρας μὲ μεγάλας ἀπωλείας. Τῇ ἐπομένῃ ἐπολιόρκησε τὸ φρούριον τοῦ Ζεϊτοῦν καὶ διήρκεσεν ἡ πολιορκία 60 ὥρας. Μεθ᾽ ὅλας τὰς προσπαθείας τῶν πολιορκουμένων ἐκυριεύσαμεν τὸ φρούριον. Προσεφέρθημεν φιλανθρώπως πρὸς τὴν φρουρὰν καὶ πρὸς τοὺς κυβερνητικοὺς ὑπαλλήλους. Σήμερον ἐστείλαμεν αἰχμαλώτους τινὰς ἐκτὸς τῆς ἐπαρχίας. Βεβαιοῦται ὅτι αἱ σφαγαὶ τῆς Σασσοὺν θὰ ἐπαναληφθῶσι. Καθ᾽ ἑκάστην Ἀρμένιοι χύνονται μέσα εἰς τὴν πόλιν περιγράφοντες τὰς σφαγάς, τὰς λεηλασίας καὶ ἀπειλὰς τῶν Κιρκασίων στρατιωτῶν, τῶν Τούρκων καὶ βασιβουζούκων. Μὴ δυνηθέντες νὰ συνεννοηθῶμεν μετὰ τῆς κυβερνήσεως, πρέπει νὰ πολεμήσωμεν κατὰ τοῦ ἐπερχομένου στρατοῦ μέχρις ἐσχάτων. Οὔτε ὕπνος, οὔτε ἀνάπαυσις ὑπάρχει δι᾽ ἡμᾶς. Ἤρχισε καὶ ἡ στέρησις τῆς τροφῆς. Βλέπομεν καθαρῶς τὴν τύχην μας· ἢ θάνατος ἢ ἐλευθερία. Δὲν γνωρίζω, ἀξιότιμε κύριε, ἐὰν θὰ λάβητε τὴν παροῦσαν, ἀλλὰ μάθετε ὅτι μὴ βοήθεια σταλῇ ἡ καταστροφὴ μας εἶναι ἀναπόφευκτος».	[165, 256, 492, 798]
column-divider	[498, 137, 499, 1992]
article-text: Κατὰ τὰς χθὲς ληφθείσας τηλεγραφικὰς ἐπισήμους πληροφορίας, ἐν Ἀλεξανδρείᾳ δὲν συνέβη ἄλλο κροῦσμα χολέρας. Τὸ προσβληθὲν ἐκ τῆς νόσου ἄδηλον προήρχετο ἐκ Μενζάλας, ἥτις δὲ ἰθαγενὴς τῆς Ἀραβ.	[165, 1488, 492, 1578]
article-text: Αἱ ἀρχαὶ ἐλπίζουσιν, ὅτι ἡ νόσος δὲν θὰ προοδεύσῃ.	[165, 1579, 492, 1615]
article-text: Τὸ ὑπουργεῖον τῶν Ἐσωτερικῶν ἀπηύθυνε πρὸς τοὺς νομάρχας ἔντονον ἐγκύκλιον παραγγέλον αὐτοὺς ὅπως προτρέψωσι τὰς νέας δημοτ. ἀρχάς, ἵνα ἀπὸ τῆς ἀρχῆς τῆς 4 τριμηνίας τοῦ ἐπιόντος ἔτους σπεύσωσιν εἰς τὴν ἐξέλεγξιν τῶν δημοτ. ταμείων.	[841, 749, 1162, 858]
article-subtitle: Ὑγειονομικὸν τμῆμα ἐν τῷ ὑπουργείῳ τῶν Ναυτικῶν	[165, 1650, 492, 1684]
section-banner-patrina: ΠΑΤΡΙΝΑ	[1173, 1740, 1502, 1793]
article-text: Τὴν ἑσπέραν τῆς Παρασκευῆς παρατίθεται γεῦμα παρὰ τῷ κ. Ὑπουργῷ τῶν Ἐξωτερικῶν καὶ τῇ κυρίᾳ Σκουζέ, εἰς ὃ ἐκλήθησαν μέλη τοῦ διπλωματικοῦ σώματος. Τὸ γεῦμα θέλει παρακολουθήσει μικρὰ ἑσπερίς.	[504, 1209, 830, 1299]
